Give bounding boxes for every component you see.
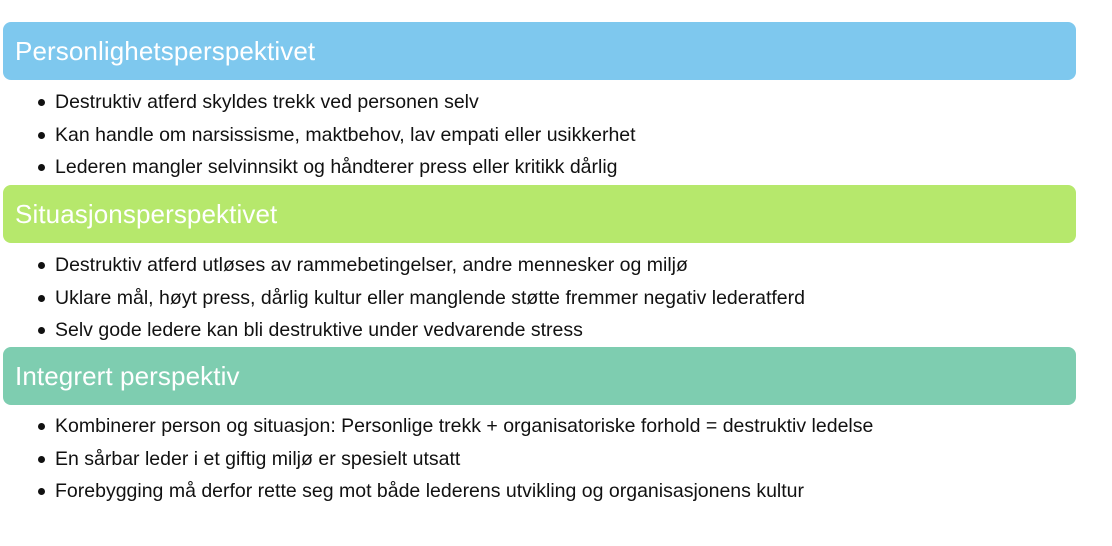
bullet-item bbox=[36, 151, 636, 184]
section-title: Personlighetsperspektivet bbox=[15, 35, 316, 66]
bullet-text: Kombinerer person og situasjon: Personlige trekk + organisatoriske forhold = destruktiv ledelse bbox=[55, 415, 874, 437]
bullet-dot-icon bbox=[38, 327, 45, 334]
bullet-dot-icon bbox=[38, 456, 45, 463]
bullet-item bbox=[36, 314, 805, 347]
section-header-personality bbox=[3, 22, 1076, 80]
bullet-text: Lederen mangler selvinnsikt og håndterer press eller kritikk dårlig bbox=[55, 156, 618, 178]
bullet-text: En sårbar leder i et giftig miljø er spesielt utsatt bbox=[55, 447, 461, 470]
section-title: Situasjonsperspektivet bbox=[15, 198, 278, 229]
section-header-situation bbox=[3, 185, 1076, 243]
bullet-item bbox=[36, 475, 873, 508]
bullet-text: Destruktiv atferd utløses av rammebetingelser, andre mennesker og miljø bbox=[55, 254, 688, 276]
bullet-text: Uklare mål, høyt press, dårlig kultur eller manglende støtte fremmer negativ lederatferd bbox=[55, 286, 805, 309]
bullet-item bbox=[36, 410, 873, 443]
bullet-dot-icon bbox=[38, 295, 45, 302]
bullet-dot-icon bbox=[38, 164, 45, 171]
section-header-integrated bbox=[3, 347, 1076, 405]
bullet-text: Kan handle om narsissisme, maktbehov, lav empati eller usikkerhet bbox=[55, 123, 636, 146]
bullet-text: Forebygging må derfor rette seg mot både lederens utvikling og organisasjonens kultur bbox=[55, 480, 805, 502]
bullet-dot-icon bbox=[38, 262, 45, 269]
bullet-text: Selv gode ledere kan bli destruktive under vedvarende stress bbox=[55, 319, 583, 341]
bullet-text: Destruktiv atferd skyldes trekk ved personen selv bbox=[55, 91, 479, 113]
bullet-item bbox=[36, 282, 805, 315]
section-title: Integrert perspektiv bbox=[15, 360, 240, 391]
bullet-item bbox=[36, 119, 636, 152]
bullet-dot-icon bbox=[38, 99, 45, 106]
bullet-list-situation bbox=[36, 249, 805, 347]
bullet-dot-icon bbox=[38, 132, 45, 139]
bullet-item bbox=[36, 86, 636, 119]
bullet-list-personality bbox=[36, 86, 636, 184]
bullet-dot-icon bbox=[38, 488, 45, 495]
bullet-item bbox=[36, 443, 873, 476]
bullet-item bbox=[36, 249, 805, 282]
bullet-list-integrated bbox=[36, 410, 873, 508]
bullet-dot-icon bbox=[38, 423, 45, 430]
